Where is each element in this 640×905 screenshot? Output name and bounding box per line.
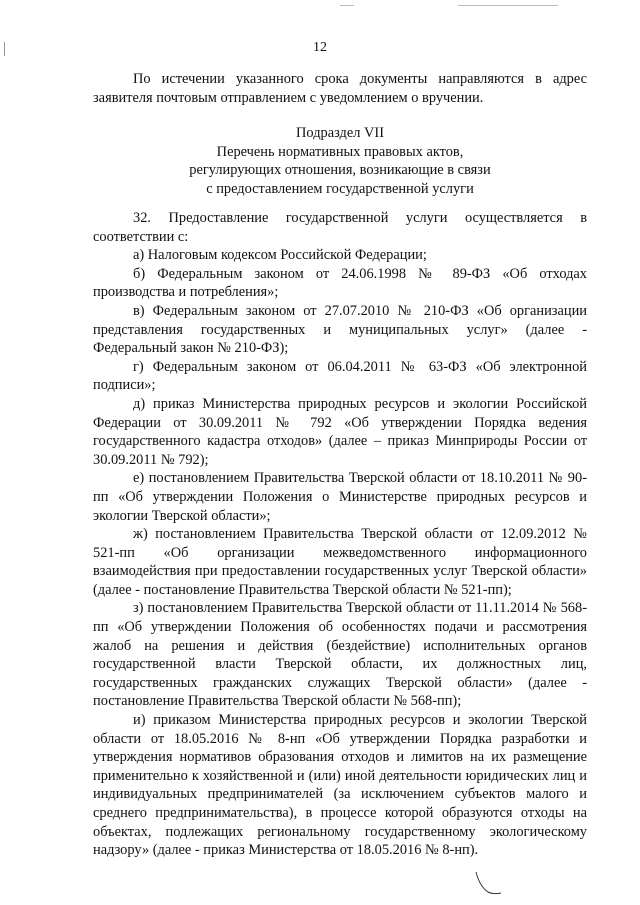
list-item: б) Федеральным законом от 24.06.1998 № 89-ФЗ «Об отходах производства и потребления»; (93, 265, 587, 301)
intro-paragraph: По истечении указанного срока документы направляются в адрес заявителя почтовым отправлением с уведомлением о вручении. (93, 71, 587, 106)
list-item: г) Федеральным законом от 06.04.2011 № 63-ФЗ «Об электронной подписи»; (93, 358, 587, 394)
clause-32: 32. Предоставление государственной услуги осуществляется в соответствии с: (93, 210, 587, 245)
section-subtitle-line: Перечень нормативных правовых актов, (216, 143, 464, 160)
scan-mark-top (458, 5, 558, 6)
list-item: и) приказом Министерства природных ресурсов и экологии Тверской области от 18.05.2016 № 8-нп «Об утверждении Порядка разработки и утверждения нормативов образования отходов и лимитов на их размещение применительно к хозяйственной и (или) иной деятельности юридических лиц и индивидуальных предпринимателей (за исключением субъектов малого и среднего предпринимательства), в процессе которой образуются отходы на объектах, подлежащих региональному государственному экологическому надзору» (далее - приказ Министерства от 18.05.2016 № 8-нп). (93, 712, 587, 859)
list-item: д) приказ Министерства природных ресурсов и экологии Российской Федерации от 30.09.2011 № 792 «Об утверждении Порядка ведения государственного кадастра отходов» (далее – приказ Минприроды России от 30.09.2011 № 792); (93, 395, 587, 468)
list-item: а) Налоговым кодексом Российской Федерации; (133, 247, 427, 264)
page-number: 12 (313, 40, 327, 55)
list-item: з) постановлением Правительства Тверской области от 11.11.2014 № 568-пп «Об утверждении Положения об особенностях подачи и рассмотрения жалоб на решения и действия (бездействие) исполнительных органов государственной власти Тверской области, их должностных лиц, государственных гражданских служащих Тверской области» (далее - постановление Правительства Тверской области № 568-пп); (93, 600, 587, 710)
scan-mark-top (340, 5, 354, 6)
intro-block (93, 70, 587, 107)
clause-32-block (93, 209, 587, 860)
section-title: Подраздел VII (296, 125, 384, 141)
section-subtitle-line: с предоставлением государственной услуги (206, 180, 474, 197)
section-subtitle-line: регулирующих отношения, возникающие в связи (189, 162, 491, 179)
pen-mark-icon (474, 870, 504, 896)
list-item: е) постановлением Правительства Тверской области от 18.10.2011 № 90-пп «Об утверждении Положения о Министерстве природных ресурсов и экологии Тверской области»; (93, 470, 587, 524)
section-heading (93, 124, 587, 198)
list-item: ж) постановлением Правительства Тверской области от 12.09.2012 № 521-пп «Об организации межведомственного информационного взаимодействия при предоставлении государственных услуг Тверской области» (далее - постановление Правительства Тверской области № 521-пп); (93, 526, 587, 598)
list-item: в) Федеральным законом от 27.07.2010 № 210-ФЗ «Об организации представления государственных и муниципальных услуг» (далее - Федеральный закон № 210-ФЗ); (93, 302, 587, 357)
